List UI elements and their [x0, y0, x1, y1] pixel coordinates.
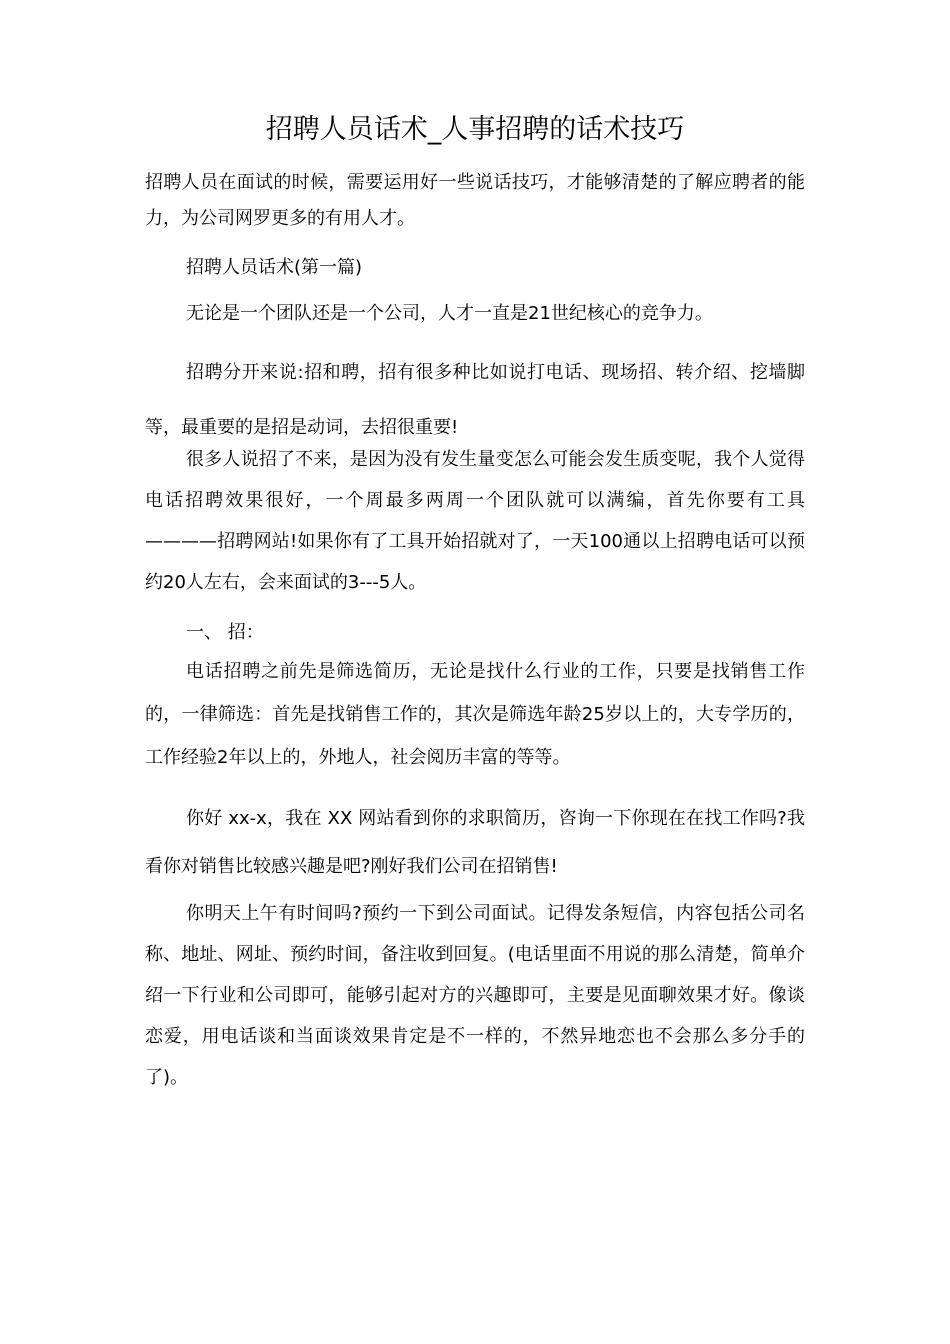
- paragraph-interview-appointment: 你明天上午有时间吗?预约一下到公司面试。记得发条短信，内容包括公司名称、地址、网址、预约时间，备注收到回复。(电话里面不用说的那么清楚，简单介绍一下行业和公司即可，能够引起对方的兴趣即可，主要是见面聊效果才好。像谈恋爱，用电话谈和当面谈效果肯定是不一样的，不然异地恋也不会那么多分手的了)。: [145, 903, 805, 1088]
- paragraph-phone-script: 你好 xx-x，我在 XX 网站看到你的求职简历，咨询一下你现在在找工作吗?我看你对销售比较感兴趣是吧?刚好我们公司在招销售!: [145, 808, 805, 877]
- document-title: 招聘人员话术_人事招聘的话术技巧: [265, 114, 685, 145]
- paragraph-intro: 招聘人员在面试的时候，需要运用好一些说话技巧，才能够清楚的了解应聘者的能力，为公司网罗更多的有用人才。: [145, 172, 805, 229]
- paragraph-subheading-recruit: 一、 招：: [186, 622, 264, 643]
- paragraph-phone-recruiting: 很多人说招了不来，是因为没有发生量变怎么可能会发生质变呢，我个人觉得电话招聘效果很好，一个周最多两周一个团队就可以满编，首先你要有工具————招聘网站!如果你有了工具开始招就对了，一天100通以上招聘电话可以预约20人左右，会来面试的3---5人。: [145, 449, 805, 593]
- paragraph-section-heading: 招聘人员话术(第一篇): [186, 257, 363, 278]
- paragraph-resume-screening: 电话招聘之前先是筛选简历，无论是找什么行业的工作，只要是找销售工作的，一律筛选：首先是找销售工作的，其次是筛选年龄25岁以上的，大专学历的，工作经验2年以上的，外地人，社会阅历丰富的等等。: [145, 661, 805, 768]
- paragraph-talent: 无论是一个团队还是一个公司，人才一直是21世纪核心的竞争力。: [186, 303, 713, 324]
- paragraph-recruit-methods: 招聘分开来说:招和聘，招有很多种比如说打电话、现场招、转介绍、挖墙脚等，最重要的是招是动词，去招很重要!: [145, 362, 805, 438]
